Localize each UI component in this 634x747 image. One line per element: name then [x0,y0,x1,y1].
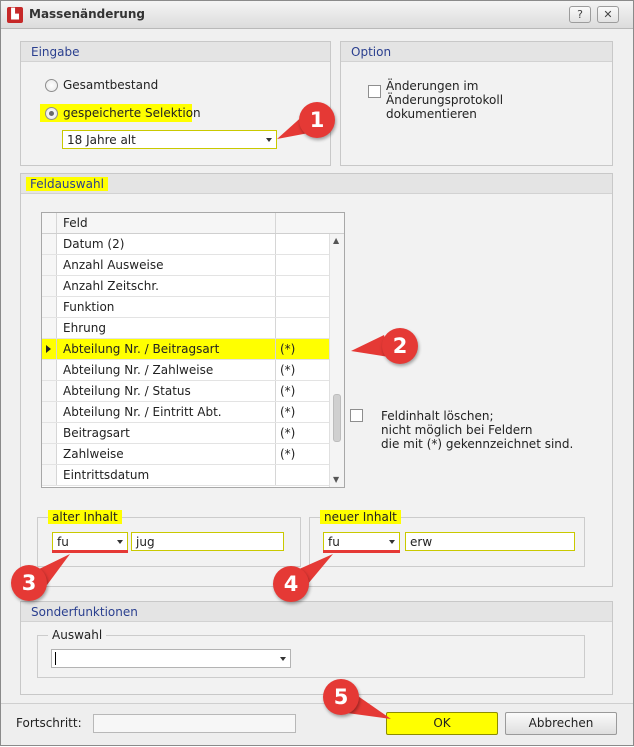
close-button[interactable]: ✕ [597,6,619,23]
step-marker-1: 1 [299,102,335,138]
field-flag-cell: (*) [280,342,296,356]
step-marker-3: 3 [11,565,47,601]
window-title: Massenänderung [29,7,145,21]
feldauswahl-title: Feldauswahl [26,177,108,191]
scroll-up-icon[interactable]: ▲ [333,236,340,245]
neuer-inhalt-value: erw [410,535,433,549]
field-name-cell: Zahlweise [63,447,124,461]
field-flag-cell: (*) [280,405,296,419]
app-logo-icon: ▙ [7,7,23,23]
alter-inhalt-value: jug [136,535,155,549]
alter-operator-value: fu [57,535,69,549]
field-name-cell: Eintrittsdatum [63,468,150,482]
help-button[interactable]: ? [569,6,591,23]
selektion-value: 18 Jahre alt [67,133,136,147]
alter-inhalt-title: alter Inhalt [48,510,122,524]
auswahl-title: Auswahl [48,628,106,642]
gespeicherte-selektion-label: gespeicherte Selektion [63,106,201,120]
neuer-operator-value: fu [328,535,340,549]
field-flag-cell: (*) [280,384,296,398]
protokoll-label: Änderungen im Änderungsprotokoll dokumentieren [386,79,504,121]
field-name-cell: Anzahl Zeitschr. [63,279,159,293]
eingabe-title: Eingabe [31,45,80,59]
field-name-cell: Anzahl Ausweise [63,258,164,272]
field-name-cell: Datum (2) [63,237,125,251]
field-name-cell: Ehrung [63,321,106,335]
field-name-cell: Funktion [63,300,115,314]
scroll-down-icon[interactable]: ▼ [333,475,340,484]
ok-button[interactable]: OK [386,712,498,735]
field-name-cell: Abteilung Nr. / Beitragsart [63,342,220,356]
column-header-feld[interactable]: Feld [63,216,88,230]
field-name-cell: Abteilung Nr. / Zahlweise [63,363,214,377]
field-name-cell: Beitragsart [63,426,130,440]
field-flag-cell: (*) [280,363,296,377]
field-name-cell: Abteilung Nr. / Status [63,384,191,398]
cancel-button[interactable]: Abbrechen [505,712,617,735]
option-title: Option [351,45,392,59]
field-flag-cell: (*) [280,426,296,440]
sonderfunktionen-title: Sonderfunktionen [31,605,138,619]
step-marker-2: 2 [382,328,418,364]
field-flag-cell: (*) [280,447,296,461]
neuer-inhalt-title: neuer Inhalt [320,510,401,524]
gesamtbestand-label: Gesamtbestand [63,78,159,92]
feldinhalt-hint-line: die mit (*) gekennzeichnet sind. [381,437,574,451]
feldinhalt-hint-line: nicht möglich bei Feldern [381,423,533,437]
feldinhalt-loeschen-label: Feldinhalt löschen; [381,409,494,423]
field-name-cell: Abteilung Nr. / Eintritt Abt. [63,405,222,419]
fortschritt-label: Fortschritt: [16,716,82,730]
step-marker-5: 5 [323,679,359,715]
step-marker-4: 4 [273,566,309,602]
